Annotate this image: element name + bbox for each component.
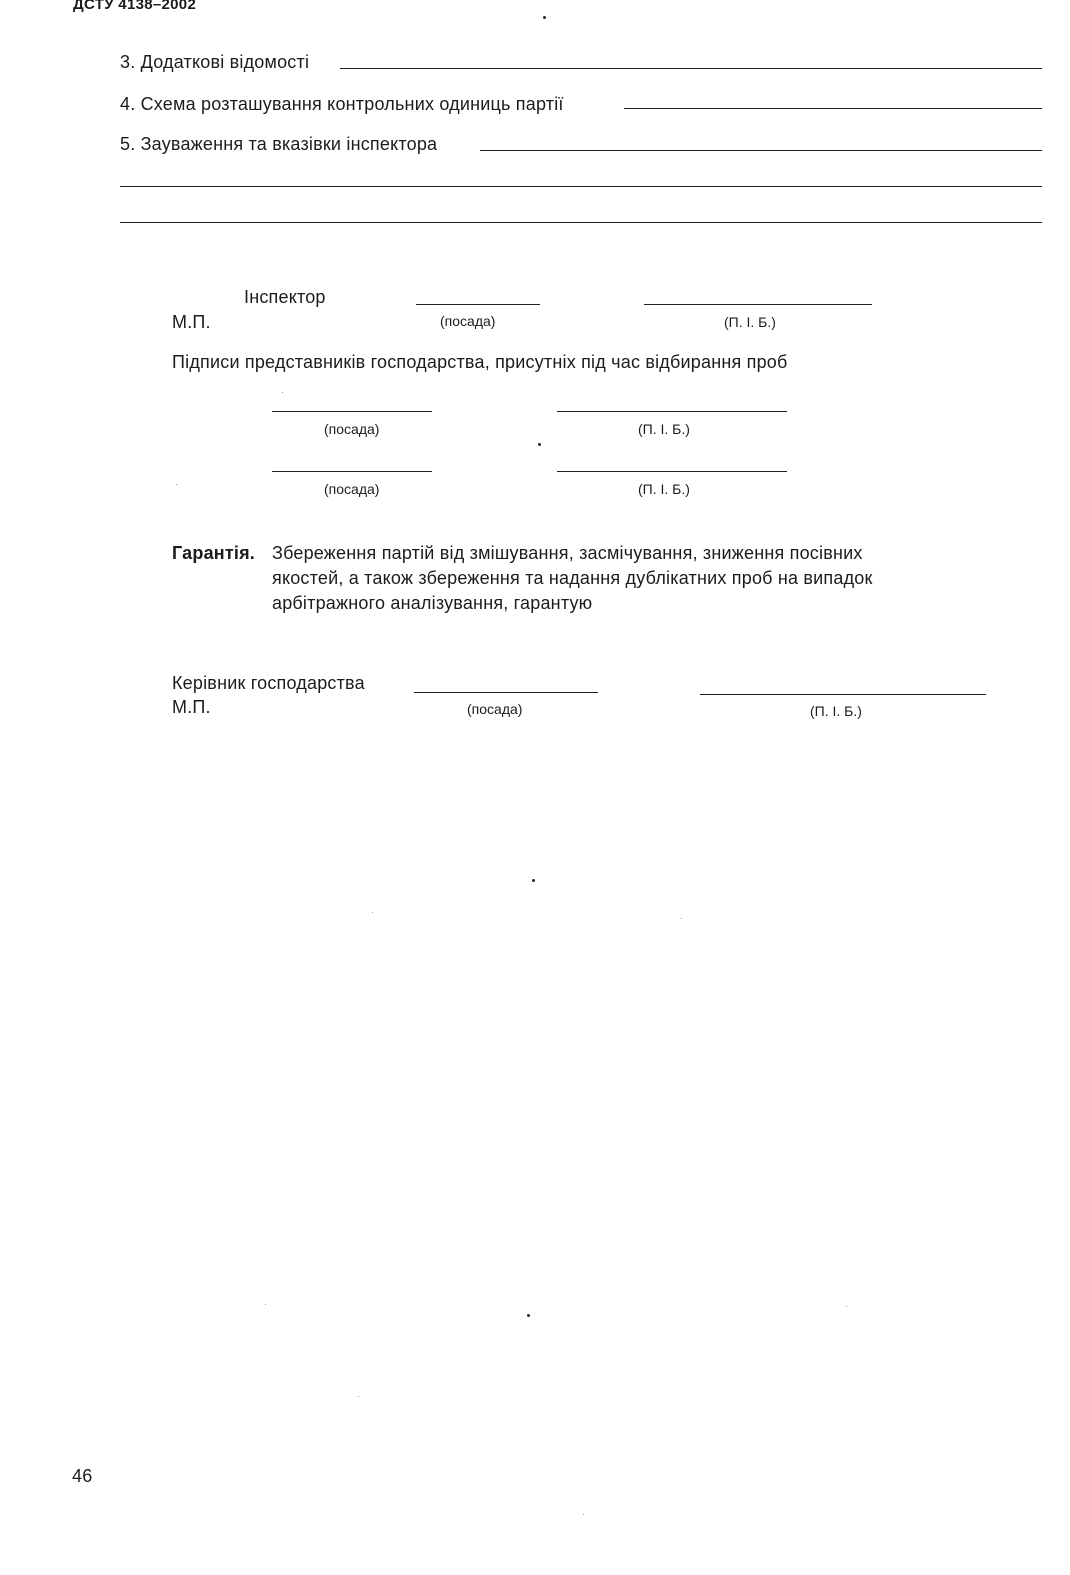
inspector-position-line [416,304,540,305]
scan-speck [358,1396,359,1397]
scan-speck [372,912,373,913]
representative-1-name-line [557,411,787,412]
representative-2-name-caption: (П. І. Б.) [638,481,690,497]
scan-speck [681,918,682,919]
document-code: ДСТУ 4138–2002 [73,0,197,13]
item-5-fill-line [480,150,1042,151]
item-3-fill-line [340,68,1042,69]
item-5-label: 5. Зауваження та вказівки інспектора [120,134,438,154]
representative-1-position-caption: (посада) [324,421,380,437]
guarantee-label: Гарантія. [172,543,255,563]
inspector-name-line [644,304,872,305]
manager-seal: М.П. [172,697,211,717]
representative-1-name-caption: (П. І. Б.) [638,421,690,437]
inspector-position-caption: (посада) [440,313,496,329]
inspector-title: Інспектор [244,287,326,307]
manager-position-line [414,692,598,693]
remarks-line-2 [120,222,1042,223]
scan-speck [282,392,283,393]
inspector-seal: М.П. [172,312,211,332]
scan-speck [583,1514,584,1515]
representative-2-position-caption: (посада) [324,481,380,497]
item-4-label: 4. Схема розташування контрольних одиниць партії [120,94,564,114]
representative-2-position-line [272,471,432,472]
representatives-heading: Підписи представників господарства, присутніх під час відбирання проб [172,352,788,372]
inspector-name-caption: (П. І. Б.) [724,314,776,330]
scan-speck [265,1304,266,1305]
item-4-fill-line [624,108,1042,109]
guarantee-line-3: арбітражного аналізування, гарантую [272,593,593,613]
manager-name-line [700,694,986,695]
manager-position-caption: (посада) [467,701,523,717]
representative-2-name-line [557,471,787,472]
guarantee-line-1: Збереження партій від змішування, засмічування, зниження посівних [272,543,863,563]
scan-speck [532,879,535,882]
manager-name-caption: (П. І. Б.) [810,703,862,719]
remarks-line-1 [120,186,1042,187]
scan-speck [543,16,546,19]
scan-speck [538,443,541,446]
guarantee-line-2: якостей, а також збереження та надання дублікатних проб на випадок [272,568,873,588]
scan-speck [846,1306,847,1307]
scan-speck [527,1314,530,1317]
item-3-label: 3. Додаткові відомості [120,52,310,72]
representative-1-position-line [272,411,432,412]
manager-title: Керівник господарства [172,673,365,693]
scan-speck [176,484,177,485]
page-number: 46 [72,1466,93,1486]
